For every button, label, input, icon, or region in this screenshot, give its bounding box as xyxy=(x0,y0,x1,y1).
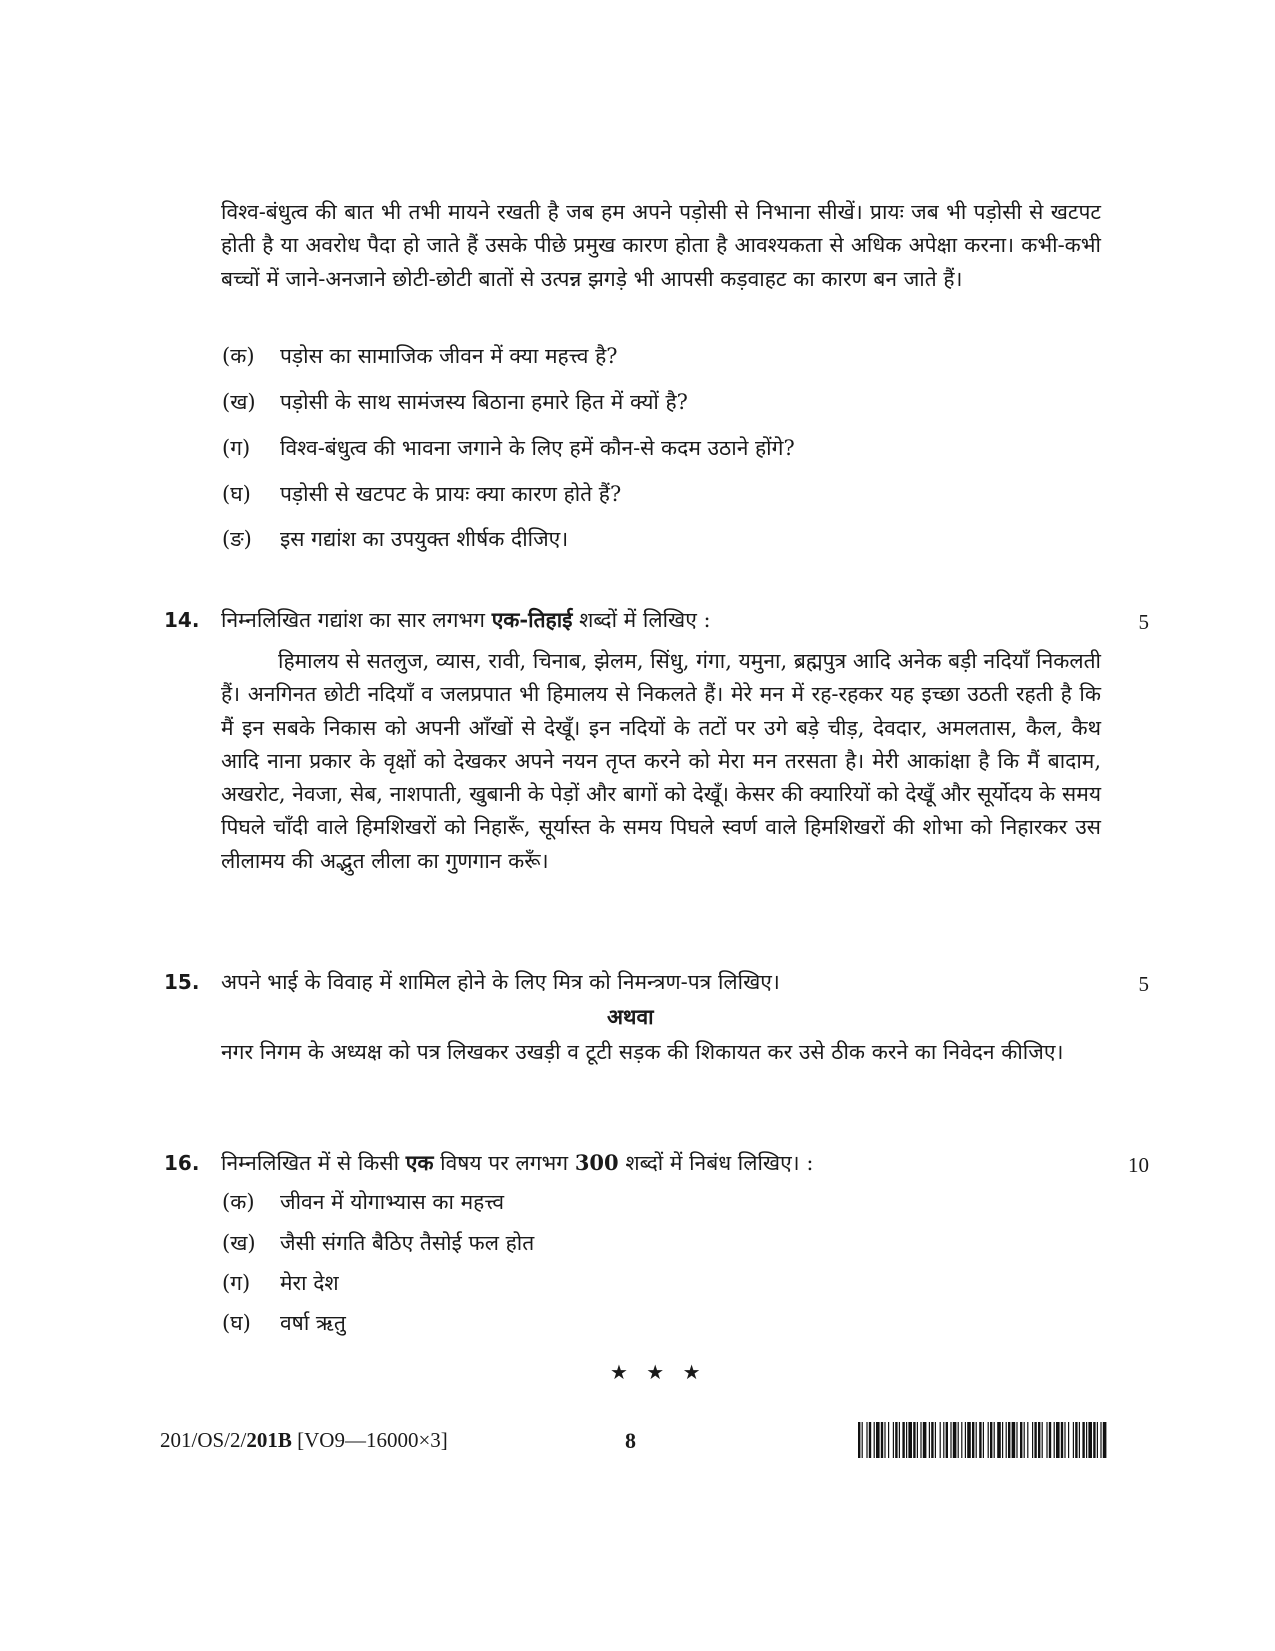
barcode-bar xyxy=(1002,1422,1003,1458)
q14-prompt: निम्नलिखित गद्यांश का सार लगभग एक-तिहाई शब्दों में लिखिए : xyxy=(221,607,711,632)
q15-number: 15. xyxy=(164,970,200,994)
barcode-bar xyxy=(1073,1422,1074,1458)
subquestion-text: पड़ोसी से खटपट के प्रायः क्या कारण होते हैं? xyxy=(280,482,622,506)
q16-option-kha xyxy=(222,1228,1082,1258)
q15-marks: 5 xyxy=(1138,972,1149,996)
barcode-bar xyxy=(1100,1422,1101,1458)
barcode-bar xyxy=(983,1422,984,1458)
q13-subquestion-nga xyxy=(222,524,1082,554)
barcode-bar xyxy=(1075,1422,1077,1458)
barcode-bar xyxy=(1049,1422,1051,1458)
q13-subquestion-ga xyxy=(222,433,1082,463)
q16-option-gha xyxy=(222,1308,1082,1338)
barcode-bar xyxy=(1103,1422,1107,1458)
subquestion-text: पड़ोसी के साथ सामंजस्य बिठाना हमारे हित में क्यों है? xyxy=(280,390,688,414)
barcode-bar xyxy=(958,1422,959,1458)
barcode-bar xyxy=(950,1422,951,1458)
barcode-bar xyxy=(902,1422,904,1458)
barcode-bar xyxy=(994,1422,995,1458)
barcode-bar xyxy=(961,1422,962,1458)
q16-marks: 10 xyxy=(1128,1153,1149,1177)
barcode-bar xyxy=(917,1422,918,1458)
page-number: 8 xyxy=(625,1428,636,1453)
barcode-bar xyxy=(920,1422,921,1458)
barcode-bar xyxy=(1068,1422,1069,1458)
option-label: (ग) xyxy=(222,1271,251,1295)
option-text: मेरा देश xyxy=(280,1271,339,1295)
q16-option-ga xyxy=(222,1268,1082,1298)
subquestion-label: (घ) xyxy=(222,482,251,506)
q13-subquestion-ka xyxy=(222,341,1082,371)
q13-subquestion-kha xyxy=(222,387,1082,417)
barcode-bar xyxy=(1088,1422,1092,1458)
barcode-bar xyxy=(874,1422,875,1458)
barcode-bar xyxy=(1008,1422,1010,1458)
subquestion-label: (ङ) xyxy=(222,527,252,551)
barcode-bar xyxy=(884,1422,885,1458)
barcode-bar xyxy=(876,1422,880,1458)
q14-marks: 5 xyxy=(1138,610,1149,634)
barcode-bar xyxy=(946,1422,948,1458)
barcode-bar xyxy=(967,1422,971,1458)
q16-option-ka xyxy=(222,1187,1082,1217)
barcode-bar xyxy=(976,1422,977,1458)
barcode-bar xyxy=(1024,1422,1025,1458)
barcode-bar xyxy=(972,1422,974,1458)
subquestion-label: (क) xyxy=(222,344,255,368)
barcode-bar xyxy=(1012,1422,1016,1458)
barcode-bar xyxy=(858,1422,860,1458)
barcode-bar xyxy=(1056,1422,1060,1458)
subquestion-label: (ग) xyxy=(222,436,251,460)
q16-number: 16. xyxy=(164,1151,200,1175)
barcode-bar xyxy=(1097,1422,1098,1458)
barcode-bar xyxy=(1079,1422,1080,1458)
barcode-bar xyxy=(888,1422,889,1458)
q15-alternative: नगर निगम के अध्यक्ष को पत्र लिखकर उखड़ी व टूटी सड़क की शिकायत कर उसे ठीक करने का निवेदन कीजिए। xyxy=(221,1040,1064,1064)
option-label: (घ) xyxy=(222,1311,251,1335)
subquestion-text: इस गद्यांश का उपयुक्त शीर्षक दीजिए। xyxy=(280,527,569,551)
barcode-bar xyxy=(953,1422,957,1458)
barcode-bar xyxy=(979,1422,981,1458)
paper-code: 201/OS/2/201B [VO9—16000×3] xyxy=(160,1428,448,1452)
barcode-bar xyxy=(1061,1422,1063,1458)
barcode-bar xyxy=(965,1422,966,1458)
barcode-icon xyxy=(858,1422,1108,1458)
barcode-bar xyxy=(1032,1422,1033,1458)
barcode-bar xyxy=(923,1422,927,1458)
barcode-bar xyxy=(988,1422,989,1458)
barcode-bar xyxy=(906,1422,907,1458)
barcode-bar xyxy=(913,1422,915,1458)
barcode-bar xyxy=(1086,1422,1087,1458)
barcode-bar xyxy=(1093,1422,1095,1458)
barcode-bar xyxy=(935,1422,936,1458)
q14-passage: हिमालय से सतलुज, व्यास, रावी, चिनाब, झेलम, सिंधु, गंगा, यमुना, ब्रह्मपुत्र आदि अनेक बड़ी नदियाँ निकलती हैं। अनगिनत छोटी नदियाँ व जलप्रपात भी हिमालय से निकलते हैं। मेरे मन में रह-रहकर यह इच्छा उठती रहती है कि मैं इन सबके निकास को अपनी आँखों से देखूँ। इन नदियों के तटों पर उगे बड़े चीड़, देवदार, अमलतास, कैल, कैथ आदि नाना प्रकार के वृक्षों को देखकर अपने नयन तृप्त करने को मेरा मन तरसता है। मेरी आकांक्षा है कि मैं बादाम, अखरोट, नेवजा, सेब, नाशपाती, खुबानी के पेड़ों और बागों को देखूँ। केसर की क्यारियों को देखूँ और सूर्योदय के समय पिघले चाँदी वाले हिमशिखरों को निहारूँ, सूर्यास्त के समय पिघले स्वर्ण वाले हिमशिखरों की शोभा को निहारकर उस लीलामय की अद्भुत लीला का गुणगान करूँ। xyxy=(221,649,1101,873)
option-text: जीवन में योगाभ्यास का महत्त्व xyxy=(280,1190,505,1214)
barcode-bar xyxy=(1082,1422,1084,1458)
barcode-bar xyxy=(1027,1422,1028,1458)
barcode-bar xyxy=(1042,1422,1043,1458)
barcode-bar xyxy=(1020,1422,1022,1458)
barcode-bar xyxy=(990,1422,992,1458)
q15-prompt: अपने भाई के विवाह में शामिल होने के लिए मित्र को निमन्त्रण-पत्र लिखिए। xyxy=(221,970,780,994)
barcode-bar xyxy=(1054,1422,1055,1458)
barcode-bar xyxy=(943,1422,944,1458)
subquestion-label: (ख) xyxy=(222,390,256,414)
barcode-bar xyxy=(893,1422,894,1458)
barcode-bar xyxy=(1038,1422,1040,1458)
option-text: जैसी संगति बैठिए तैसोई फल होत xyxy=(280,1231,535,1255)
q16-prompt: निम्नलिखित में से किसी एक विषय पर लगभग 300 शब्दों में निबंध लिखिए। : xyxy=(221,1150,814,1175)
q14-number: 14. xyxy=(164,608,200,632)
barcode-bar xyxy=(899,1422,900,1458)
barcode-bar xyxy=(929,1422,930,1458)
barcode-bar xyxy=(862,1422,863,1458)
barcode-bar xyxy=(1016,1422,1017,1458)
q13-subquestion-gha xyxy=(222,479,1082,509)
barcode-bar xyxy=(895,1422,897,1458)
option-text: वर्षा ऋतु xyxy=(280,1311,346,1335)
barcode-bar xyxy=(1046,1422,1047,1458)
subquestion-text: पड़ोस का सामाजिक जीवन में क्या महत्त्व है? xyxy=(280,344,618,368)
barcode-bar xyxy=(869,1422,871,1458)
barcode-bar xyxy=(866,1422,867,1458)
barcode-bar xyxy=(1034,1422,1036,1458)
q15-or-label: अथवा xyxy=(607,1004,654,1029)
q13-passage: विश्व-बंधुत्व की बात भी तभी मायने रखती है जब हम अपने पड़ोसी से निभाना सीखें। प्रायः जब भी पड़ोसी से खटपट होती है या अवरोध पैदा हो जाते हैं उसके पीछे प्रमुख कारण होता है आवश्यकता से अधिक अपेक्षा करना। कभी-कभी बच्चों में जाने-अनजाने छोटी-छोटी बातों से उत्पन्न झगड़े भी आपसी कड़वाहट का कारण बन जाते हैं। xyxy=(221,200,1101,291)
barcode-bar xyxy=(1006,1422,1007,1458)
barcode-bar xyxy=(1064,1422,1065,1458)
end-stars: ★ ★ ★ xyxy=(610,1360,707,1384)
barcode-bar xyxy=(997,1422,1001,1458)
barcode-bar xyxy=(931,1422,933,1458)
barcode-bar xyxy=(908,1422,912,1458)
barcode-bar xyxy=(881,1422,883,1458)
barcode-bar xyxy=(940,1422,941,1458)
option-label: (क) xyxy=(222,1190,255,1214)
subquestion-text: विश्व-बंधुत्व की भावना जगाने के लिए हमें कौन-से कदम उठाने होंगे? xyxy=(280,436,795,460)
option-label: (ख) xyxy=(222,1231,256,1255)
